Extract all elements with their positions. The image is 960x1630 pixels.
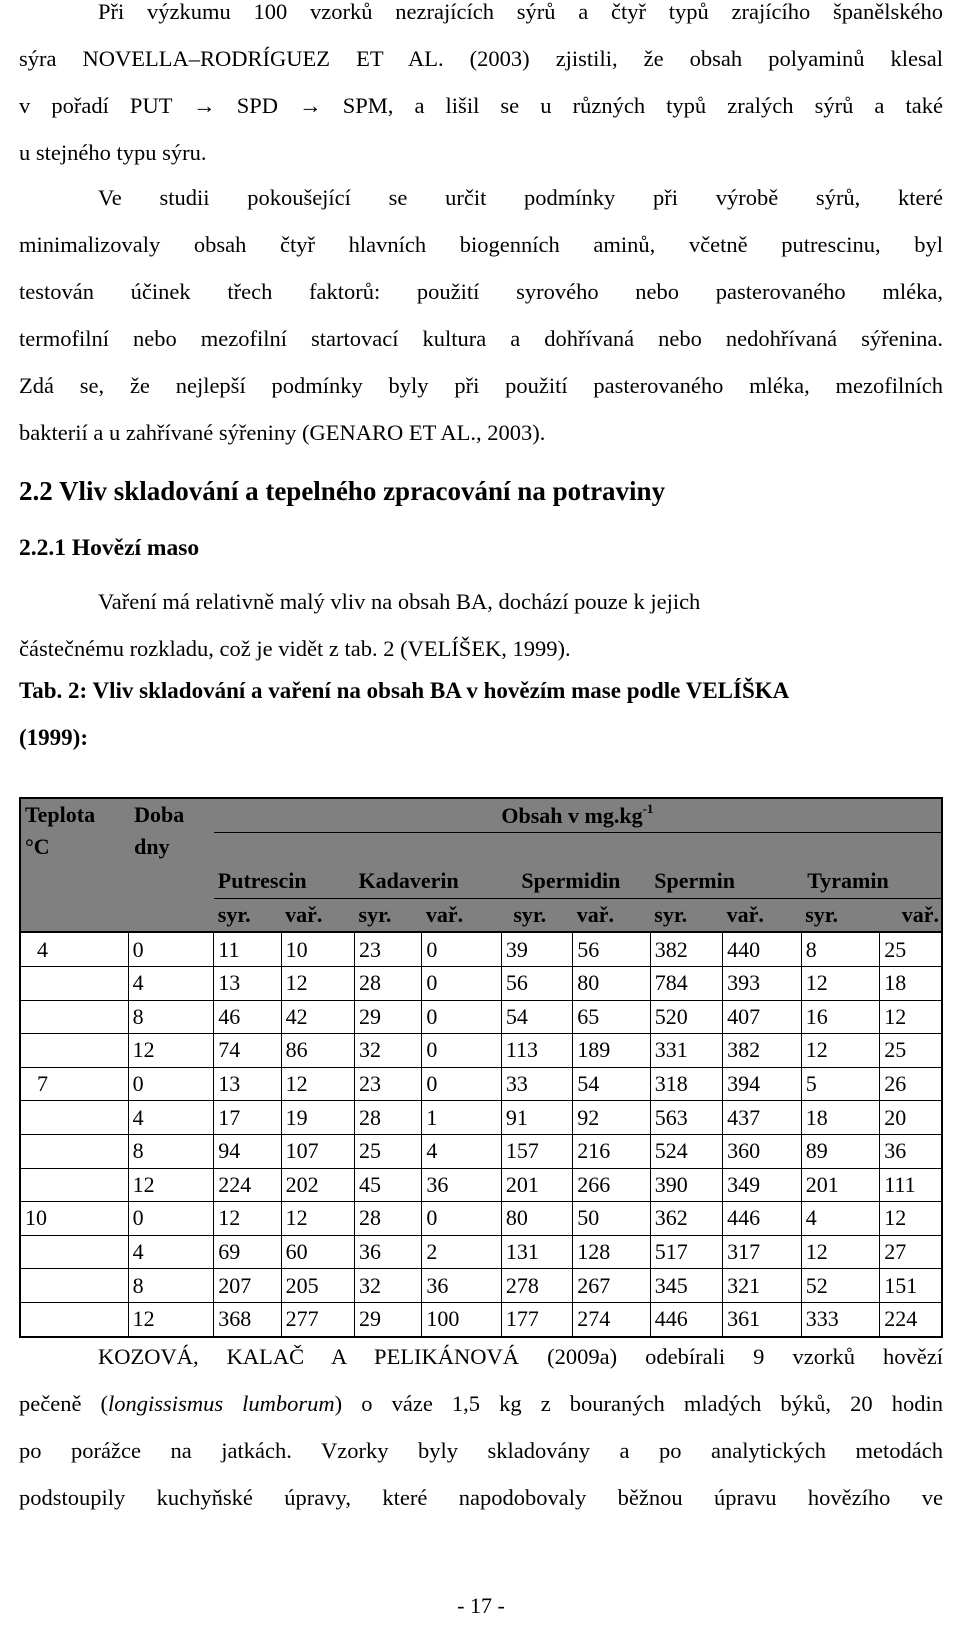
sub-var: vař. xyxy=(880,898,942,932)
table-cell: 0 xyxy=(422,966,502,1000)
paragraph-line: KOZOVÁ, KALAČ A PELIKÁNOVÁ (2009a) odebírali 9 vzorků hovězí xyxy=(98,1344,943,1369)
table-cell: 12 xyxy=(801,966,880,1000)
header-blank xyxy=(128,898,214,932)
sub-syr: syr. xyxy=(214,898,281,932)
table-cell: 446 xyxy=(723,1202,802,1236)
table-cell: 382 xyxy=(723,1034,802,1068)
header-obsah-unit-exp: -1 xyxy=(642,801,654,817)
table-cell: 131 xyxy=(501,1235,572,1269)
cell-teplota: 7 xyxy=(20,1067,128,1101)
table-cell: 54 xyxy=(573,1067,651,1101)
table-cell: 25 xyxy=(880,932,942,966)
table-cell: 36 xyxy=(422,1269,502,1303)
table-cell: 11 xyxy=(214,932,281,966)
paragraph-line: částečnému rozkladu, což je vidět z tab. 2 (VELÍŠEK, 1999). xyxy=(19,636,571,661)
table-row xyxy=(20,1034,942,1068)
table-cell: 69 xyxy=(214,1235,281,1269)
cell-doba: 0 xyxy=(128,932,214,966)
paragraph-line: sýra NOVELLA–RODRÍGUEZ ET AL. (2003) zjistili, že obsah polyaminů klesal xyxy=(19,46,943,71)
table-cell: 2 xyxy=(422,1235,502,1269)
table-row xyxy=(20,1101,942,1135)
table-cell: 361 xyxy=(723,1302,802,1336)
header-blank xyxy=(128,865,214,898)
cell-teplota xyxy=(20,1000,128,1034)
table-cell: 12 xyxy=(214,1202,281,1236)
table-cell: 274 xyxy=(573,1302,651,1336)
table-row xyxy=(20,1134,942,1168)
header-doba xyxy=(128,798,214,865)
paragraph-line: po porážce na jatkách. Vzorky byly skladovány a po analytických metodách xyxy=(19,1438,943,1463)
table-cell: 394 xyxy=(723,1067,802,1101)
table-cell: 56 xyxy=(573,932,651,966)
section-heading: 2.2 Vliv skladování a tepelného zpracování na potraviny xyxy=(19,476,666,506)
table-cell: 440 xyxy=(723,932,802,966)
paragraph-1 xyxy=(19,0,943,176)
table-cell: 784 xyxy=(650,966,722,1000)
sub-var: vař. xyxy=(573,898,651,932)
sub-var: vař. xyxy=(422,898,502,932)
table-cell: 1 xyxy=(422,1101,502,1135)
table-row xyxy=(20,1269,942,1303)
table-cell: 4 xyxy=(422,1134,502,1168)
table-cell: 202 xyxy=(281,1168,354,1202)
table-cell: 0 xyxy=(422,1034,502,1068)
table-cell: 368 xyxy=(214,1302,281,1336)
table-cell: 50 xyxy=(573,1202,651,1236)
table-cell: 33 xyxy=(501,1067,572,1101)
paragraph-line: minimalizovaly obsah čtyř hlavních biogenních aminů, včetně putrescinu, byl xyxy=(19,232,943,257)
table-cell: 32 xyxy=(355,1269,422,1303)
table-cell: 331 xyxy=(650,1034,722,1068)
table-cell: 28 xyxy=(355,1101,422,1135)
header-teplota-unit: °C xyxy=(25,834,50,859)
table-cell: 18 xyxy=(880,966,942,1000)
paragraph-line: Při výzkumu 100 vzorků nezrajících sýrů a čtyř typů zrajícího španělského xyxy=(98,0,943,24)
table-cell: 407 xyxy=(723,1000,802,1034)
table-cell: 80 xyxy=(501,1202,572,1236)
page-number: - 17 - xyxy=(457,1593,505,1618)
table-cell: 446 xyxy=(650,1302,722,1336)
cell-teplota: 10 xyxy=(20,1202,128,1236)
cell-teplota xyxy=(20,1235,128,1269)
table-cell: 5 xyxy=(801,1067,880,1101)
amine-kadaverin: Kadaverin xyxy=(355,865,502,898)
header-doba-label: Doba xyxy=(134,802,185,827)
table-cell: 390 xyxy=(650,1168,722,1202)
table-cell: 19 xyxy=(281,1101,354,1135)
table-cell: 207 xyxy=(214,1269,281,1303)
table-cell: 157 xyxy=(501,1134,572,1168)
table-cell: 12 xyxy=(801,1235,880,1269)
table-cell: 45 xyxy=(355,1168,422,1202)
table-cell: 25 xyxy=(880,1034,942,1068)
sub-syr: syr. xyxy=(801,898,880,932)
text-run: pečeně ( xyxy=(19,1391,109,1416)
paragraph-line: Zdá se, že nejlepší podmínky byly při použití pasterovaného mléka, mezofilních xyxy=(19,373,943,398)
table-cell: 151 xyxy=(880,1269,942,1303)
table-cell: 362 xyxy=(650,1202,722,1236)
paragraph-3 xyxy=(19,578,943,672)
latin-term: longissismus lumborum xyxy=(108,1391,335,1416)
sub-var: vař. xyxy=(723,898,802,932)
table-cell: 74 xyxy=(214,1034,281,1068)
table-cell: 13 xyxy=(214,966,281,1000)
table-cell: 189 xyxy=(573,1034,651,1068)
table-cell: 10 xyxy=(281,932,354,966)
header-teplota-label: Teplota xyxy=(25,802,96,827)
paragraph-4 xyxy=(19,1333,943,1521)
sub-syr: syr. xyxy=(501,898,572,932)
paragraph-line xyxy=(19,1380,943,1427)
table-cell: 12 xyxy=(281,1202,354,1236)
table-cell: 29 xyxy=(355,1302,422,1336)
table-cell: 46 xyxy=(214,1000,281,1034)
subsection-heading: 2.2.1 Hovězí maso xyxy=(19,535,200,561)
table-cell: 277 xyxy=(281,1302,354,1336)
table-cell: 42 xyxy=(281,1000,354,1034)
table-row xyxy=(20,932,942,966)
table-cell: 224 xyxy=(214,1168,281,1202)
table-cell: 517 xyxy=(650,1235,722,1269)
table-cell: 12 xyxy=(880,1202,942,1236)
table-cell: 23 xyxy=(355,1067,422,1101)
table-cell: 26 xyxy=(880,1067,942,1101)
sub-syr: syr. xyxy=(650,898,722,932)
cell-doba: 12 xyxy=(128,1168,214,1202)
table-cell: 0 xyxy=(422,932,502,966)
table-cell: 25 xyxy=(355,1134,422,1168)
cell-teplota xyxy=(20,1101,128,1135)
table-cell: 333 xyxy=(801,1302,880,1336)
cell-teplota xyxy=(20,1269,128,1303)
table-cell: 94 xyxy=(214,1134,281,1168)
table-cell: 111 xyxy=(880,1168,942,1202)
paragraph-line: podstoupily kuchyňské úpravy, které napodobovaly běžnou úpravu hovězího ve xyxy=(19,1485,943,1510)
paragraph-line: Ve studii pokoušející se určit podmínky při výrobě sýrů, které xyxy=(98,185,943,210)
table-cell: 12 xyxy=(801,1034,880,1068)
table-cell: 278 xyxy=(501,1269,572,1303)
table-cell: 13 xyxy=(214,1067,281,1101)
table-caption xyxy=(19,667,943,761)
caption-line: Tab. 2: Vliv skladování a vaření na obsah BA v hovězím mase podle VELÍŠKA xyxy=(19,678,790,703)
cell-doba: 8 xyxy=(128,1269,214,1303)
cell-teplota xyxy=(20,1302,128,1336)
amine-spermin: Spermin xyxy=(650,865,801,898)
paragraph-line: u stejného typu sýru. xyxy=(19,140,207,165)
table-cell: 60 xyxy=(281,1235,354,1269)
cell-doba: 8 xyxy=(128,1000,214,1034)
table-row xyxy=(20,1067,942,1101)
table-row xyxy=(20,1000,942,1034)
table-cell: 12 xyxy=(880,1000,942,1034)
table-cell: 4 xyxy=(801,1202,880,1236)
header-spacer xyxy=(214,832,942,865)
amine-spermidin: Spermidin xyxy=(501,865,650,898)
table-cell: 0 xyxy=(422,1067,502,1101)
table-cell: 56 xyxy=(501,966,572,1000)
table-cell: 360 xyxy=(723,1134,802,1168)
table-cell: 8 xyxy=(801,932,880,966)
table-body xyxy=(20,932,942,1336)
table-cell: 23 xyxy=(355,932,422,966)
table-cell: 65 xyxy=(573,1000,651,1034)
table-cell: 12 xyxy=(281,966,354,1000)
table-cell: 80 xyxy=(573,966,651,1000)
table-cell: 20 xyxy=(880,1101,942,1135)
table-cell: 113 xyxy=(501,1034,572,1068)
table-row xyxy=(20,966,942,1000)
table-cell: 36 xyxy=(355,1235,422,1269)
cell-doba: 12 xyxy=(128,1034,214,1068)
paragraph-line: bakterií a u zahřívané sýřeniny (GENARO ET AL., 2003). xyxy=(19,420,546,445)
table-row xyxy=(20,1168,942,1202)
table-cell: 36 xyxy=(422,1168,502,1202)
table-cell: 349 xyxy=(723,1168,802,1202)
header-obsah xyxy=(214,798,942,832)
cell-doba: 12 xyxy=(128,1302,214,1336)
table-cell: 91 xyxy=(501,1101,572,1135)
cell-doba: 8 xyxy=(128,1134,214,1168)
table-row xyxy=(20,1302,942,1336)
header-blank xyxy=(20,898,128,932)
table-cell: 12 xyxy=(281,1067,354,1101)
table-cell: 89 xyxy=(801,1134,880,1168)
table-cell: 201 xyxy=(801,1168,880,1202)
header-doba-unit: dny xyxy=(134,834,170,859)
table-cell: 393 xyxy=(723,966,802,1000)
table-cell: 86 xyxy=(281,1034,354,1068)
paragraph-2 xyxy=(19,174,943,456)
table-cell: 128 xyxy=(573,1235,651,1269)
paragraph-line: termofilní nebo mezofilní startovací kultura a dohřívaná nebo nedohřívaná sýřenina. xyxy=(19,326,943,351)
cell-doba: 0 xyxy=(128,1202,214,1236)
table-cell: 382 xyxy=(650,932,722,966)
cell-teplota xyxy=(20,1134,128,1168)
header-teplota xyxy=(20,798,128,865)
paragraph-line: testován účinek třech faktorů: použití syrového nebo pasterovaného mléka, xyxy=(19,279,943,304)
table-cell: 28 xyxy=(355,1202,422,1236)
table-cell: 317 xyxy=(723,1235,802,1269)
header-obsah-label: Obsah v mg.kg xyxy=(501,803,643,829)
table-cell: 177 xyxy=(501,1302,572,1336)
table-cell: 52 xyxy=(801,1269,880,1303)
table-header xyxy=(20,798,942,932)
table-cell: 318 xyxy=(650,1067,722,1101)
cell-teplota: 4 xyxy=(20,932,128,966)
table-cell: 18 xyxy=(801,1101,880,1135)
table-cell: 0 xyxy=(422,1000,502,1034)
paragraph-line: Vaření má relativně malý vliv na obsah BA, dochází pouze k jejich xyxy=(98,589,701,614)
table-cell: 32 xyxy=(355,1034,422,1068)
cell-doba: 4 xyxy=(128,966,214,1000)
table-cell: 321 xyxy=(723,1269,802,1303)
table-cell: 107 xyxy=(281,1134,354,1168)
table-cell: 563 xyxy=(650,1101,722,1135)
table-cell: 39 xyxy=(501,932,572,966)
table-cell: 520 xyxy=(650,1000,722,1034)
table-cell: 345 xyxy=(650,1269,722,1303)
sub-syr: syr. xyxy=(355,898,422,932)
amine-tyramin: Tyramin xyxy=(801,865,942,898)
table-row xyxy=(20,1202,942,1236)
table-cell: 216 xyxy=(573,1134,651,1168)
table-cell: 0 xyxy=(422,1202,502,1236)
paragraph-line: v pořadí PUT → SPD → SPM, a lišil se u různých typů zralých sýrů a také xyxy=(19,93,943,118)
cell-doba: 0 xyxy=(128,1067,214,1101)
table-cell: 17 xyxy=(214,1101,281,1135)
table-cell: 267 xyxy=(573,1269,651,1303)
table-cell: 28 xyxy=(355,966,422,1000)
cell-doba: 4 xyxy=(128,1235,214,1269)
cell-teplota xyxy=(20,966,128,1000)
table-cell: 524 xyxy=(650,1134,722,1168)
table-cell: 205 xyxy=(281,1269,354,1303)
cell-teplota xyxy=(20,1168,128,1202)
amine-putrescin: Putrescin xyxy=(214,865,355,898)
cell-teplota xyxy=(20,1034,128,1068)
table-cell: 16 xyxy=(801,1000,880,1034)
table-cell: 224 xyxy=(880,1302,942,1336)
table-cell: 100 xyxy=(422,1302,502,1336)
cell-doba: 4 xyxy=(128,1101,214,1135)
header-blank xyxy=(20,865,128,898)
text-run: ) o váze 1,5 kg z bouraných mladých býků, 20 hodin xyxy=(334,1391,943,1416)
amine-table xyxy=(19,797,943,1338)
table-cell: 92 xyxy=(573,1101,651,1135)
table-cell: 29 xyxy=(355,1000,422,1034)
table-cell: 54 xyxy=(501,1000,572,1034)
caption-line: (1999): xyxy=(19,725,88,750)
sub-var: vař. xyxy=(281,898,354,932)
table-cell: 437 xyxy=(723,1101,802,1135)
table-cell: 36 xyxy=(880,1134,942,1168)
table-cell: 27 xyxy=(880,1235,942,1269)
table-cell: 266 xyxy=(573,1168,651,1202)
table-cell: 201 xyxy=(501,1168,572,1202)
table-row xyxy=(20,1235,942,1269)
